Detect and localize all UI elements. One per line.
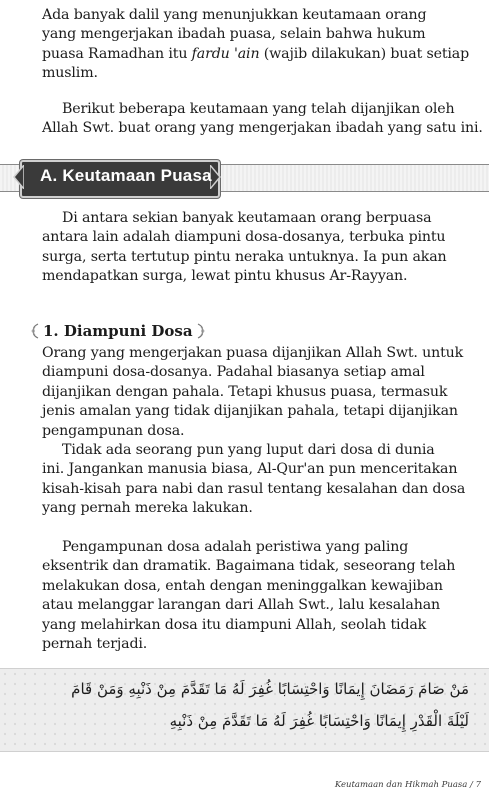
text-line: antara lain adalah diampuni dosa-dosanya, terbuka pintu — [42, 229, 446, 246]
banner-ornament-right-icon — [210, 165, 224, 189]
heading-ornament-right-icon — [197, 323, 206, 339]
text-line: yang mengerjakan ibadah puasa, selain bahwa hukum — [42, 26, 426, 43]
text-line: Berikut beberapa keutamaan yang telah dijanjikan oleh — [62, 101, 455, 117]
hadith-arabic-line-1: مَنْ صَامَ رَمَضَانَ إِيمَانًا وَاحْتِسَابًا غُفِرَ لَهُ مَا تَقَدَّمَ مِنْ ذَنْبِهِ وَمَنْ قَامَ — [71, 680, 469, 698]
subsection-title: 1. Diampuni Dosa — [43, 322, 193, 340]
subsection-heading — [30, 320, 206, 342]
text-line: Di antara sekian banyak keutamaan orang berpuasa — [62, 210, 432, 226]
intro-paragraph-1 — [42, 6, 472, 84]
fardu-ain-term: fardu 'ain — [191, 45, 260, 62]
text-line: jenis amalan yang tidak dijanjikan pahala, tetapi dijanjikan — [42, 403, 458, 420]
text-line: Pengampunan dosa adalah peristiwa yang paling — [62, 539, 409, 555]
hadith-arabic-line-2: لَيْلَةَ الْقَدْرِ إِيمَانًا وَاحْتِسَابًا غُفِرَ لَهُ مَا تَقَدَّمَ مِنْ ذَنْبِهِ — [169, 712, 469, 730]
section-title: A. Keutamaan Puasa — [40, 166, 212, 185]
text-line: puasa Ramadhan itu fardu 'ain (wajib dilakukan) buat setiap — [42, 45, 470, 62]
text-line: muslim. — [42, 65, 98, 82]
running-footer: Keutamaan dan Hikmah Puasa / 7 — [334, 780, 481, 790]
intro-paragraph-2 — [42, 100, 483, 139]
subsection-paragraph-2 — [42, 441, 472, 519]
text-line: surga, serta tertutup pintu neraka untuknya. Ia pun akan — [42, 248, 447, 265]
section-paragraph — [42, 209, 472, 287]
text-line: eksentrik dan dramatik. Bagaimana tidak, seseorang telah — [42, 558, 456, 575]
text-line: Orang yang mengerjakan puasa dijanjikan Allah Swt. untuk — [42, 345, 464, 361]
text-line: mendapatkan surga, lewat pintu khusus Ar-Rayyan. — [42, 268, 408, 285]
subsection-paragraph-1 — [42, 344, 472, 441]
heading-ornament-left-icon — [30, 323, 39, 339]
text-line: kisah-kisah para nabi dan rasul tentang kesalahan dan dosa — [42, 480, 466, 497]
text-line: Tidak ada seorang pun yang luput dari dosa di dunia — [62, 442, 435, 458]
text-line: yang melahirkan dosa itu diampuni Allah, seolah tidak — [42, 616, 427, 633]
text-line: ini. Jangankan manusia biasa, Al-Qur'an pun menceritakan — [42, 461, 458, 478]
text-line: diampuni dosa-dosanya. Padahal biasanya setiap amal — [42, 364, 425, 381]
text-line: melakukan dosa, entah dengan meninggalkan kewajiban — [42, 577, 443, 594]
text-line: yang pernah mereka lakukan. — [42, 500, 253, 517]
text-line: atau melanggar larangan dari Allah Swt., lalu kesalahan — [42, 597, 441, 614]
text-line: pengampunan dosa. — [42, 422, 185, 439]
text-line: Ada banyak dalil yang menunjukkan keutamaan orang — [42, 7, 427, 23]
text-line: pernah terjadi. — [42, 636, 148, 653]
text-line: Allah Swt. buat orang yang mengerjakan ibadah yang satu ini. — [42, 120, 483, 137]
text-line: dijanjikan dengan pahala. Tetapi khusus puasa, termasuk — [42, 383, 448, 400]
banner-ornament-left-icon — [10, 165, 24, 189]
subsection-paragraph-3 — [42, 538, 472, 654]
